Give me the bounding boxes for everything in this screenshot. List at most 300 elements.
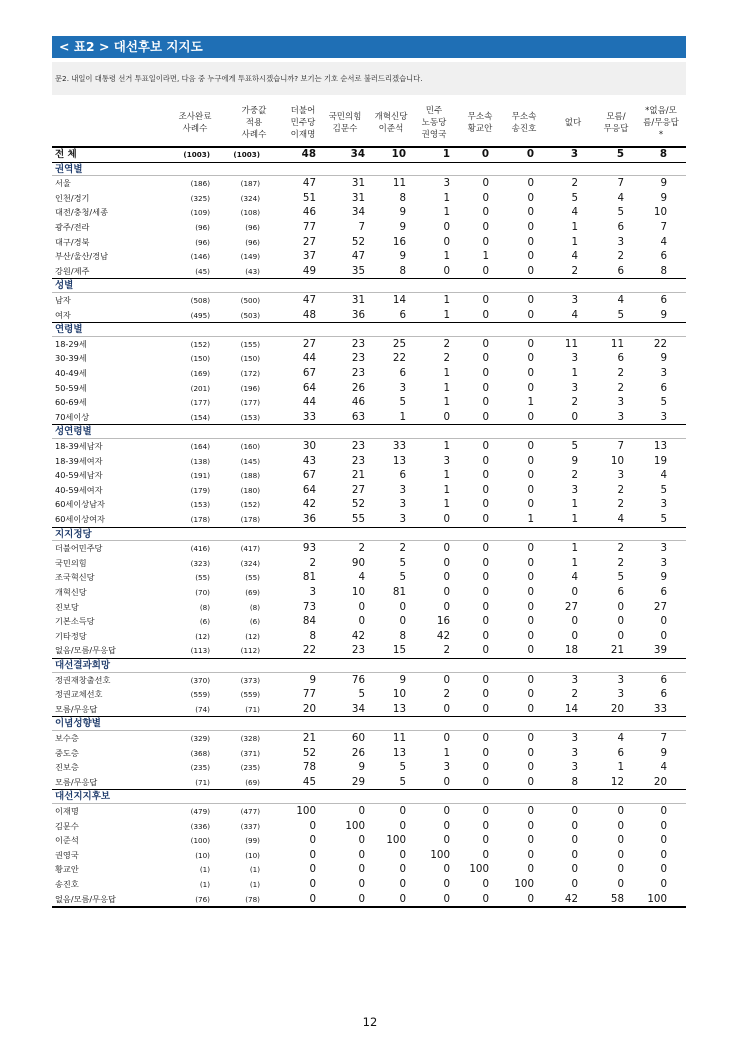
percent-value: 0 bbox=[443, 221, 450, 233]
sample-count: (329) bbox=[190, 734, 210, 743]
section-title: 지지정당 bbox=[55, 528, 92, 540]
weighted-count: (12) bbox=[245, 631, 260, 641]
percent-value: 0 bbox=[527, 381, 534, 394]
table-row bbox=[52, 366, 686, 381]
percent-value: 3 bbox=[399, 483, 406, 496]
table-row bbox=[52, 264, 686, 279]
percent-value: 0 bbox=[660, 629, 667, 642]
percent-value: 0 bbox=[482, 556, 489, 569]
table-rule bbox=[52, 322, 686, 323]
sample-count: (201) bbox=[190, 383, 210, 393]
percent-value: 0 bbox=[617, 863, 624, 876]
percent-value: 0 bbox=[358, 615, 365, 628]
sample-count: (70) bbox=[195, 588, 210, 597]
percent-value: 0 bbox=[481, 148, 489, 160]
percent-value: 3 bbox=[660, 542, 667, 555]
percent-value: 2 bbox=[358, 542, 365, 555]
percent-value: 0 bbox=[482, 264, 489, 277]
percent-value: 0 bbox=[443, 732, 450, 744]
percent-value: 0 bbox=[617, 805, 624, 817]
column-header: 조사완료 사례수 bbox=[178, 111, 212, 134]
percent-value: 6 bbox=[617, 586, 624, 598]
percent-value: 2 bbox=[309, 556, 316, 569]
percent-value: 22 bbox=[302, 644, 316, 657]
table-rule bbox=[52, 162, 686, 163]
percent-value: 3 bbox=[617, 235, 624, 248]
percent-value: 0 bbox=[617, 819, 624, 832]
section-header bbox=[52, 658, 686, 673]
percent-value: 31 bbox=[351, 294, 365, 306]
percent-value: 0 bbox=[482, 381, 489, 394]
percent-value: 0 bbox=[443, 805, 450, 817]
row-label: 더불어민주당 bbox=[55, 543, 103, 554]
weighted-count: (477) bbox=[240, 807, 260, 816]
percent-value: 0 bbox=[527, 498, 534, 511]
percent-value: 4 bbox=[660, 761, 667, 774]
percent-value: 1 bbox=[571, 221, 578, 233]
percent-value: 1 bbox=[443, 440, 450, 452]
percent-value: 1 bbox=[443, 308, 450, 321]
percent-value: 31 bbox=[351, 191, 365, 204]
table-row bbox=[52, 235, 686, 250]
percent-value: 0 bbox=[482, 819, 489, 832]
table-row bbox=[52, 191, 686, 206]
percent-value: 0 bbox=[443, 702, 450, 715]
table-rule bbox=[52, 906, 686, 908]
row-label: 정권재창출선호 bbox=[55, 674, 111, 685]
row-label: 대전/충청/세종 bbox=[55, 207, 108, 218]
weighted-count: (559) bbox=[240, 690, 260, 700]
percent-value: 2 bbox=[617, 250, 624, 263]
percent-value: 2 bbox=[617, 542, 624, 555]
percent-value: 16 bbox=[436, 615, 450, 628]
percent-value: 6 bbox=[617, 746, 624, 759]
row-label: 정권교체선호 bbox=[55, 689, 103, 700]
percent-value: 0 bbox=[443, 775, 450, 788]
percent-value: 0 bbox=[482, 206, 489, 219]
sample-count: (6) bbox=[199, 617, 210, 627]
percent-value: 27 bbox=[302, 337, 316, 350]
column-header: 무소속 송진호 bbox=[511, 111, 537, 134]
percent-value: 1 bbox=[443, 250, 450, 263]
table-row bbox=[52, 439, 686, 454]
percent-value: 10 bbox=[391, 148, 406, 160]
percent-value: 1 bbox=[571, 367, 578, 379]
percent-value: 3 bbox=[399, 513, 406, 525]
percent-value: 42 bbox=[436, 629, 450, 642]
table-row bbox=[52, 556, 686, 571]
percent-value: 0 bbox=[527, 191, 534, 204]
percent-value: 0 bbox=[617, 834, 624, 847]
row-label: 30-39세 bbox=[55, 353, 87, 364]
percent-value: 16 bbox=[392, 235, 406, 248]
percent-value: 100 bbox=[514, 878, 534, 890]
percent-value: 0 bbox=[482, 732, 489, 744]
percent-value: 42 bbox=[564, 892, 578, 905]
percent-value: 51 bbox=[302, 191, 316, 204]
percent-value: 0 bbox=[527, 863, 534, 876]
sample-count: (1003) bbox=[183, 150, 210, 159]
row-label: 이준석 bbox=[55, 835, 79, 846]
percent-value: 9 bbox=[399, 250, 406, 263]
table-row bbox=[52, 512, 686, 527]
percent-value: 0 bbox=[527, 556, 534, 569]
percent-value: 0 bbox=[309, 848, 316, 861]
percent-value: 2 bbox=[399, 542, 406, 555]
percent-value: 0 bbox=[399, 892, 406, 905]
percent-value: 6 bbox=[617, 221, 624, 233]
percent-value: 0 bbox=[617, 629, 624, 642]
percent-value: 4 bbox=[660, 469, 667, 482]
percent-value: 4 bbox=[617, 191, 624, 204]
percent-value: 0 bbox=[358, 834, 365, 847]
percent-value: 4 bbox=[617, 513, 624, 525]
percent-value: 1 bbox=[443, 367, 450, 379]
column-header: 개혁신당 이준석 bbox=[374, 111, 408, 134]
section-title: 성별 bbox=[55, 280, 74, 292]
percent-value: 48 bbox=[302, 308, 316, 321]
percent-value: 34 bbox=[350, 148, 365, 160]
percent-value: 49 bbox=[302, 264, 316, 277]
table-rule bbox=[52, 716, 686, 717]
percent-value: 0 bbox=[617, 615, 624, 628]
percent-value: 0 bbox=[527, 848, 534, 861]
percent-value: 0 bbox=[443, 586, 450, 598]
percent-value: 44 bbox=[302, 396, 316, 409]
weighted-count: (180) bbox=[240, 485, 260, 495]
percent-value: 19 bbox=[653, 454, 667, 467]
percent-value: 4 bbox=[571, 571, 578, 584]
weighted-count: (152) bbox=[240, 500, 260, 510]
percent-value: 1 bbox=[527, 513, 534, 525]
percent-value: 2 bbox=[617, 483, 624, 496]
percent-value: 3 bbox=[443, 761, 450, 774]
sample-count: (74) bbox=[195, 704, 210, 714]
percent-value: 23 bbox=[351, 367, 365, 379]
percent-value: 18 bbox=[564, 644, 578, 657]
percent-value: 9 bbox=[660, 352, 667, 365]
percent-value: 0 bbox=[527, 454, 534, 467]
percent-value: 1 bbox=[617, 761, 624, 774]
percent-value: 0 bbox=[482, 352, 489, 365]
sample-count: (71) bbox=[195, 777, 210, 787]
section-header bbox=[52, 162, 686, 177]
percent-value: 3 bbox=[399, 498, 406, 511]
table-title: < 표2 > 대선후보 지지도 bbox=[59, 39, 203, 54]
row-label: 국민의힘 bbox=[55, 557, 87, 568]
table-row bbox=[52, 600, 686, 615]
row-label: 대구/경북 bbox=[55, 236, 90, 247]
sample-count: (138) bbox=[190, 456, 210, 466]
sample-count: (154) bbox=[190, 412, 210, 422]
percent-value: 47 bbox=[302, 177, 316, 190]
percent-value: 1 bbox=[399, 410, 406, 423]
percent-value: 1 bbox=[442, 148, 450, 160]
section-title: 연령별 bbox=[55, 324, 83, 336]
weighted-count: (324) bbox=[240, 193, 260, 203]
percent-value: 15 bbox=[392, 644, 406, 657]
percent-value: 0 bbox=[482, 746, 489, 759]
percent-value: 7 bbox=[617, 177, 624, 190]
table-row bbox=[52, 877, 686, 892]
section-header bbox=[52, 789, 686, 804]
percent-value: 0 bbox=[571, 805, 578, 817]
percent-value: 9 bbox=[660, 746, 667, 759]
weighted-count: (6) bbox=[249, 617, 260, 627]
percent-value: 7 bbox=[358, 221, 365, 233]
weighted-count: (10) bbox=[245, 850, 260, 860]
total-row bbox=[52, 147, 686, 162]
sample-count: (508) bbox=[190, 296, 210, 305]
row-label: 40-59세남자 bbox=[55, 470, 103, 481]
row-label: 18-29세 bbox=[55, 338, 87, 349]
percent-value: 0 bbox=[571, 834, 578, 847]
sample-count: (1) bbox=[199, 865, 210, 875]
percent-value: 6 bbox=[660, 250, 667, 263]
percent-value: 0 bbox=[617, 848, 624, 861]
percent-value: 3 bbox=[571, 673, 578, 686]
table-rule bbox=[52, 527, 686, 528]
percent-value: 0 bbox=[527, 732, 534, 744]
percent-value: 100 bbox=[296, 805, 316, 817]
question-text: 문2. 내일이 대통령 선거 투표일이라면, 다음 중 누구에게 투표하시겠습니까? 보기는 기호 순서로 불러드리겠습니다. bbox=[55, 74, 423, 83]
percent-value: 9 bbox=[309, 673, 316, 686]
percent-value: 81 bbox=[392, 586, 406, 598]
column-header: 없다 bbox=[564, 117, 582, 128]
percent-value: 0 bbox=[527, 746, 534, 759]
percent-value: 23 bbox=[351, 337, 365, 350]
weighted-count: (500) bbox=[240, 296, 260, 305]
percent-value: 0 bbox=[482, 775, 489, 788]
weighted-count: (1) bbox=[249, 880, 260, 889]
percent-value: 45 bbox=[302, 775, 316, 788]
sample-count: (235) bbox=[190, 763, 210, 773]
percent-value: 0 bbox=[617, 600, 624, 613]
percent-value: 3 bbox=[617, 469, 624, 482]
percent-value: 23 bbox=[351, 440, 365, 452]
percent-value: 10 bbox=[392, 688, 406, 701]
sample-count: (12) bbox=[195, 631, 210, 641]
percent-value: 13 bbox=[392, 454, 406, 467]
sample-count: (495) bbox=[190, 310, 210, 320]
percent-value: 21 bbox=[351, 469, 365, 482]
percent-value: 0 bbox=[617, 878, 624, 890]
percent-value: 3 bbox=[309, 586, 316, 598]
table-row bbox=[52, 468, 686, 483]
sample-count: (8) bbox=[199, 602, 210, 612]
section-title: 이념성향별 bbox=[55, 718, 101, 730]
column-header: *없음/모 름/무응답 * bbox=[643, 105, 679, 141]
percent-value: 8 bbox=[399, 629, 406, 642]
weighted-count: (417) bbox=[240, 544, 260, 554]
percent-value: 0 bbox=[571, 629, 578, 642]
percent-value: 48 bbox=[301, 148, 316, 160]
percent-value: 33 bbox=[302, 410, 316, 423]
percent-value: 27 bbox=[302, 235, 316, 248]
percent-value: 5 bbox=[660, 513, 667, 525]
percent-value: 0 bbox=[482, 586, 489, 598]
percent-value: 3 bbox=[571, 352, 578, 365]
percent-value: 0 bbox=[482, 761, 489, 774]
percent-value: 0 bbox=[482, 834, 489, 847]
percent-value: 2 bbox=[617, 381, 624, 394]
percent-value: 8 bbox=[399, 191, 406, 204]
row-label: 18-39세여자 bbox=[55, 455, 103, 466]
percent-value: 0 bbox=[571, 848, 578, 861]
percent-value: 5 bbox=[399, 761, 406, 774]
percent-value: 2 bbox=[571, 688, 578, 701]
table-row bbox=[52, 819, 686, 834]
percent-value: 0 bbox=[527, 337, 534, 350]
percent-value: 100 bbox=[345, 819, 365, 832]
percent-value: 5 bbox=[358, 688, 365, 701]
percent-value: 0 bbox=[527, 177, 534, 190]
section-header bbox=[52, 424, 686, 439]
percent-value: 0 bbox=[660, 819, 667, 832]
sample-count: (152) bbox=[190, 339, 210, 349]
weighted-count: (371) bbox=[240, 748, 260, 758]
percent-value: 0 bbox=[482, 848, 489, 861]
table-row bbox=[52, 337, 686, 352]
percent-value: 42 bbox=[351, 629, 365, 642]
percent-value: 1 bbox=[443, 746, 450, 759]
percent-value: 6 bbox=[617, 264, 624, 277]
row-label: 이재명 bbox=[55, 806, 79, 816]
percent-value: 1 bbox=[443, 191, 450, 204]
percent-value: 5 bbox=[571, 440, 578, 452]
percent-value: 46 bbox=[302, 206, 316, 219]
sample-count: (416) bbox=[190, 544, 210, 554]
percent-value: 64 bbox=[302, 483, 316, 496]
percent-value: 4 bbox=[571, 250, 578, 263]
percent-value: 0 bbox=[482, 688, 489, 701]
percent-value: 0 bbox=[571, 878, 578, 890]
percent-value: 1 bbox=[443, 381, 450, 394]
percent-value: 11 bbox=[392, 732, 406, 744]
percent-value: 3 bbox=[443, 454, 450, 467]
percent-value: 0 bbox=[527, 483, 534, 496]
section-header bbox=[52, 322, 686, 337]
sample-count: (1) bbox=[199, 880, 210, 889]
column-header: 무소속 황교안 bbox=[467, 111, 493, 134]
row-label: 40-59세여자 bbox=[55, 484, 103, 495]
table-row bbox=[52, 673, 686, 688]
percent-value: 0 bbox=[482, 191, 489, 204]
table-row bbox=[52, 702, 686, 717]
table-row bbox=[52, 862, 686, 877]
percent-value: 8 bbox=[309, 629, 316, 642]
sample-count: (100) bbox=[190, 836, 210, 846]
percent-value: 6 bbox=[660, 294, 667, 306]
percent-value: 100 bbox=[469, 863, 489, 876]
sample-count: (113) bbox=[190, 646, 210, 656]
percent-value: 6 bbox=[660, 688, 667, 701]
percent-value: 0 bbox=[660, 863, 667, 876]
percent-value: 0 bbox=[571, 863, 578, 876]
percent-value: 2 bbox=[617, 556, 624, 569]
column-header: 국민의힘 김문수 bbox=[328, 111, 362, 134]
percent-value: 39 bbox=[653, 644, 667, 657]
percent-value: 0 bbox=[358, 863, 365, 876]
percent-value: 5 bbox=[617, 206, 624, 219]
section-header bbox=[52, 527, 686, 542]
row-label: 김문수 bbox=[55, 820, 79, 831]
percent-value: 10 bbox=[653, 206, 667, 219]
percent-value: 13 bbox=[392, 702, 406, 715]
weighted-count: (69) bbox=[245, 777, 260, 787]
weighted-count: (373) bbox=[240, 675, 260, 685]
sample-count: (45) bbox=[195, 266, 210, 276]
percent-value: 1 bbox=[527, 396, 534, 409]
percent-value: 2 bbox=[443, 688, 450, 701]
percent-value: 0 bbox=[660, 878, 667, 890]
percent-value: 0 bbox=[527, 542, 534, 555]
percent-value: 33 bbox=[653, 702, 667, 715]
percent-value: 3 bbox=[570, 148, 578, 160]
table-row bbox=[52, 585, 686, 600]
row-label: 기타정당 bbox=[55, 630, 87, 641]
percent-value: 52 bbox=[351, 235, 365, 248]
percent-value: 0 bbox=[527, 571, 534, 584]
sample-count: (368) bbox=[190, 748, 210, 758]
percent-value: 1 bbox=[482, 250, 489, 263]
sample-count: (559) bbox=[190, 690, 210, 700]
percent-value: 8 bbox=[399, 264, 406, 277]
percent-value: 0 bbox=[482, 337, 489, 350]
percent-value: 4 bbox=[571, 308, 578, 321]
percent-value: 90 bbox=[351, 556, 365, 569]
percent-value: 0 bbox=[358, 892, 365, 905]
weighted-count: (153) bbox=[240, 412, 260, 422]
section-title: 대선결과희망 bbox=[55, 660, 111, 671]
percent-value: 0 bbox=[527, 235, 534, 248]
row-label: 보수층 bbox=[55, 733, 79, 743]
percent-value: 0 bbox=[482, 571, 489, 584]
row-label: 60세이상남자 bbox=[55, 499, 105, 510]
percent-value: 77 bbox=[302, 688, 316, 701]
percent-value: 3 bbox=[617, 688, 624, 701]
table-title-bar bbox=[52, 36, 686, 58]
percent-value: 1 bbox=[443, 396, 450, 409]
percent-value: 14 bbox=[392, 294, 406, 306]
percent-value: 3 bbox=[617, 673, 624, 686]
weighted-count: (78) bbox=[245, 894, 260, 904]
row-label: 70세이상 bbox=[55, 411, 90, 422]
percent-value: 9 bbox=[660, 571, 667, 584]
row-label: 기본소득당 bbox=[55, 616, 95, 627]
percent-value: 20 bbox=[653, 775, 667, 788]
percent-value: 0 bbox=[527, 352, 534, 365]
table-row bbox=[52, 892, 686, 907]
percent-value: 3 bbox=[571, 381, 578, 394]
percent-value: 0 bbox=[358, 805, 365, 817]
percent-value: 0 bbox=[399, 863, 406, 876]
percent-value: 6 bbox=[660, 586, 667, 598]
weighted-count: (328) bbox=[240, 734, 260, 743]
percent-value: 0 bbox=[482, 440, 489, 452]
row-label: 인천/경기 bbox=[55, 192, 90, 203]
percent-value: 9 bbox=[571, 454, 578, 467]
percent-value: 0 bbox=[527, 600, 534, 613]
percent-value: 3 bbox=[617, 396, 624, 409]
percent-value: 0 bbox=[482, 221, 489, 233]
percent-value: 7 bbox=[617, 440, 624, 452]
percent-value: 4 bbox=[571, 206, 578, 219]
percent-value: 0 bbox=[527, 586, 534, 598]
table-rule bbox=[52, 424, 686, 425]
percent-value: 26 bbox=[351, 746, 365, 759]
percent-value: 0 bbox=[482, 600, 489, 613]
